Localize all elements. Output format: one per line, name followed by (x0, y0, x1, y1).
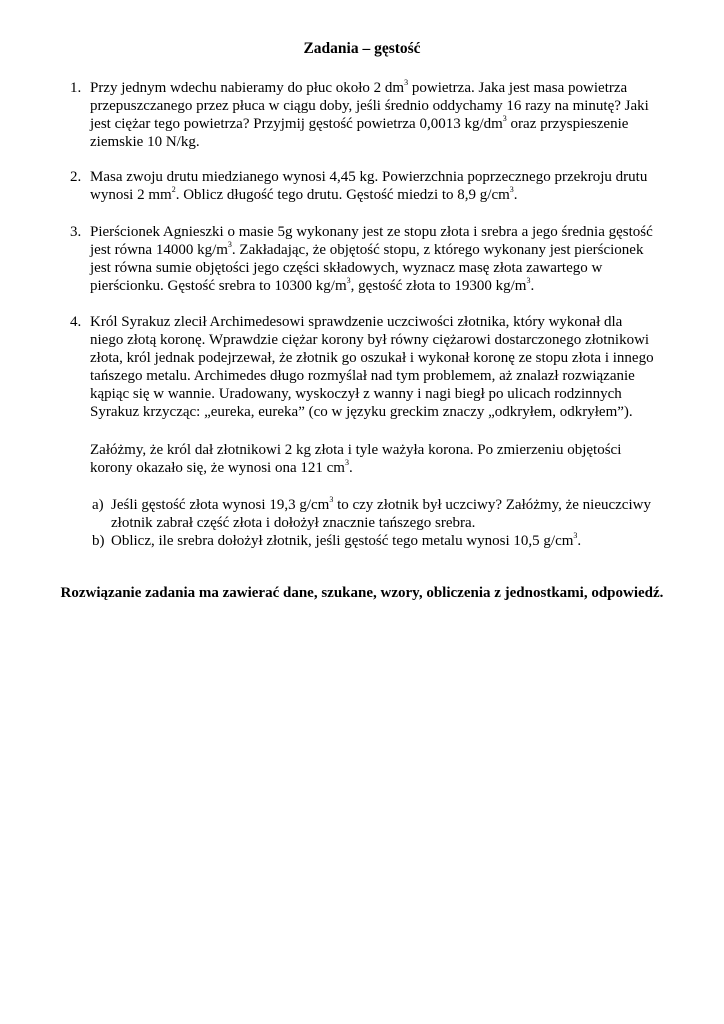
task-text-line: Przy jednym wdechu nabieramy do płuc około 2 $dm^3$ powietrza. Jaka jest masa powietrza (90, 78, 628, 96)
task-number: 2. (70, 169, 82, 185)
task-text-line: wynosi 2 $mm^2$. Oblicz długość tego drutu. Gęstość miedzi to 8,9 $g/cm^3$. (90, 185, 518, 203)
task-text-line: ziemskie 10 N/kg. (90, 134, 200, 150)
task-text-line: przepuszczanego przez płuca w ciągu doby, jeśli średnio oddychamy 16 razy na minutę? Jaki (90, 98, 649, 114)
task-text-line: Masa zwoju drutu miedzianego wynosi 4,45 kg. Powierzchnia poprzecznego przekroju drutu (90, 169, 648, 185)
task-text-line: Pierścionek Agnieszki o masie 5g wykonany jest ze stopu złota i srebra a jego średnia gęstość (90, 224, 653, 240)
solution-requirements-note: Rozwiązanie zadania ma zawierać dane, szukane, wzory, obliczenia z jednostkami, odpowiedź. (60, 585, 664, 601)
subtask-a-text-line: Jeśli gęstość złota wynosi 19,3 $g/cm^3$ to czy złotnik był uczciwy? Załóżmy, że nieuczciwy (111, 495, 651, 513)
task-text-line: Syrakuz krzycząc: „eureka, eureka” (co w języku greckim znaczy „odkryłem, odkryłem”). (90, 404, 633, 420)
task-text-line: tańszego metalu. Archimedes długo rozmyślał nad tym problemem, aż znalazł rozwiązanie (90, 368, 635, 384)
subtask-a-label: a) (92, 497, 104, 513)
task-text-line: pierścionku. Gęstość srebra to 10300 $kg/m^3$, gęstość złota to 19300 $kg/m^3$. (90, 276, 535, 294)
task-number: 1. (70, 80, 82, 96)
subtask-b-label: b) (92, 533, 105, 549)
task-number: 4. (70, 314, 82, 330)
task-text-line: korony okazało się, że wynosi ona 121 $cm^3$. (90, 458, 353, 476)
subtask-a-text-line: złotnik zabrał część złota i dołożył znacznie tańszego srebra. (111, 515, 476, 531)
subtask-b-text-line: Oblicz, ile srebra dołożył złotnik, jeśli gęstość tego metalu wynosi 10,5 $g/cm^3$. (111, 531, 582, 549)
task-text-line: Król Syrakuz zlecił Archimedesowi sprawdzenie uczciwości złotnika, który wykonał dla (90, 314, 623, 330)
task-text-line: niego złotą koronę. Wprawdzie ciężar korony był równy ciężarowi dostarczonego złotnikowi (90, 332, 650, 348)
task-text-line: złota, król jednak podejrzewał, że złotnik go oszukał i wykonał koronę ze stopu złota i innego (90, 350, 654, 366)
task-text-line: jest równa 14000 $kg/m^3$. Zakładając, że objętość stopu, z którego wykonany jest pierścionek (90, 240, 644, 258)
task-text-line: jest równa sumie objętości jego części składowych, wyznacz masę złota zawartego w (90, 260, 603, 276)
task-text-line: kąpiąc się w wannie. Uradowany, wyskoczył z wanny i nagi biegł po ulicach rodzinnych (90, 386, 622, 402)
task-number: 3. (70, 224, 82, 240)
task-text-line: jest ciężar tego powietrza? Przyjmij gęstość powietrza 0,0013 $kg/dm^3$ oraz przyspieszenie (90, 114, 629, 132)
task-text-line: Załóżmy, że król dał złotnikowi 2 kg złota i tyle ważyła korona. Po zmierzeniu objętości (90, 442, 622, 458)
page-title: Zadania – gęstość (303, 40, 421, 57)
